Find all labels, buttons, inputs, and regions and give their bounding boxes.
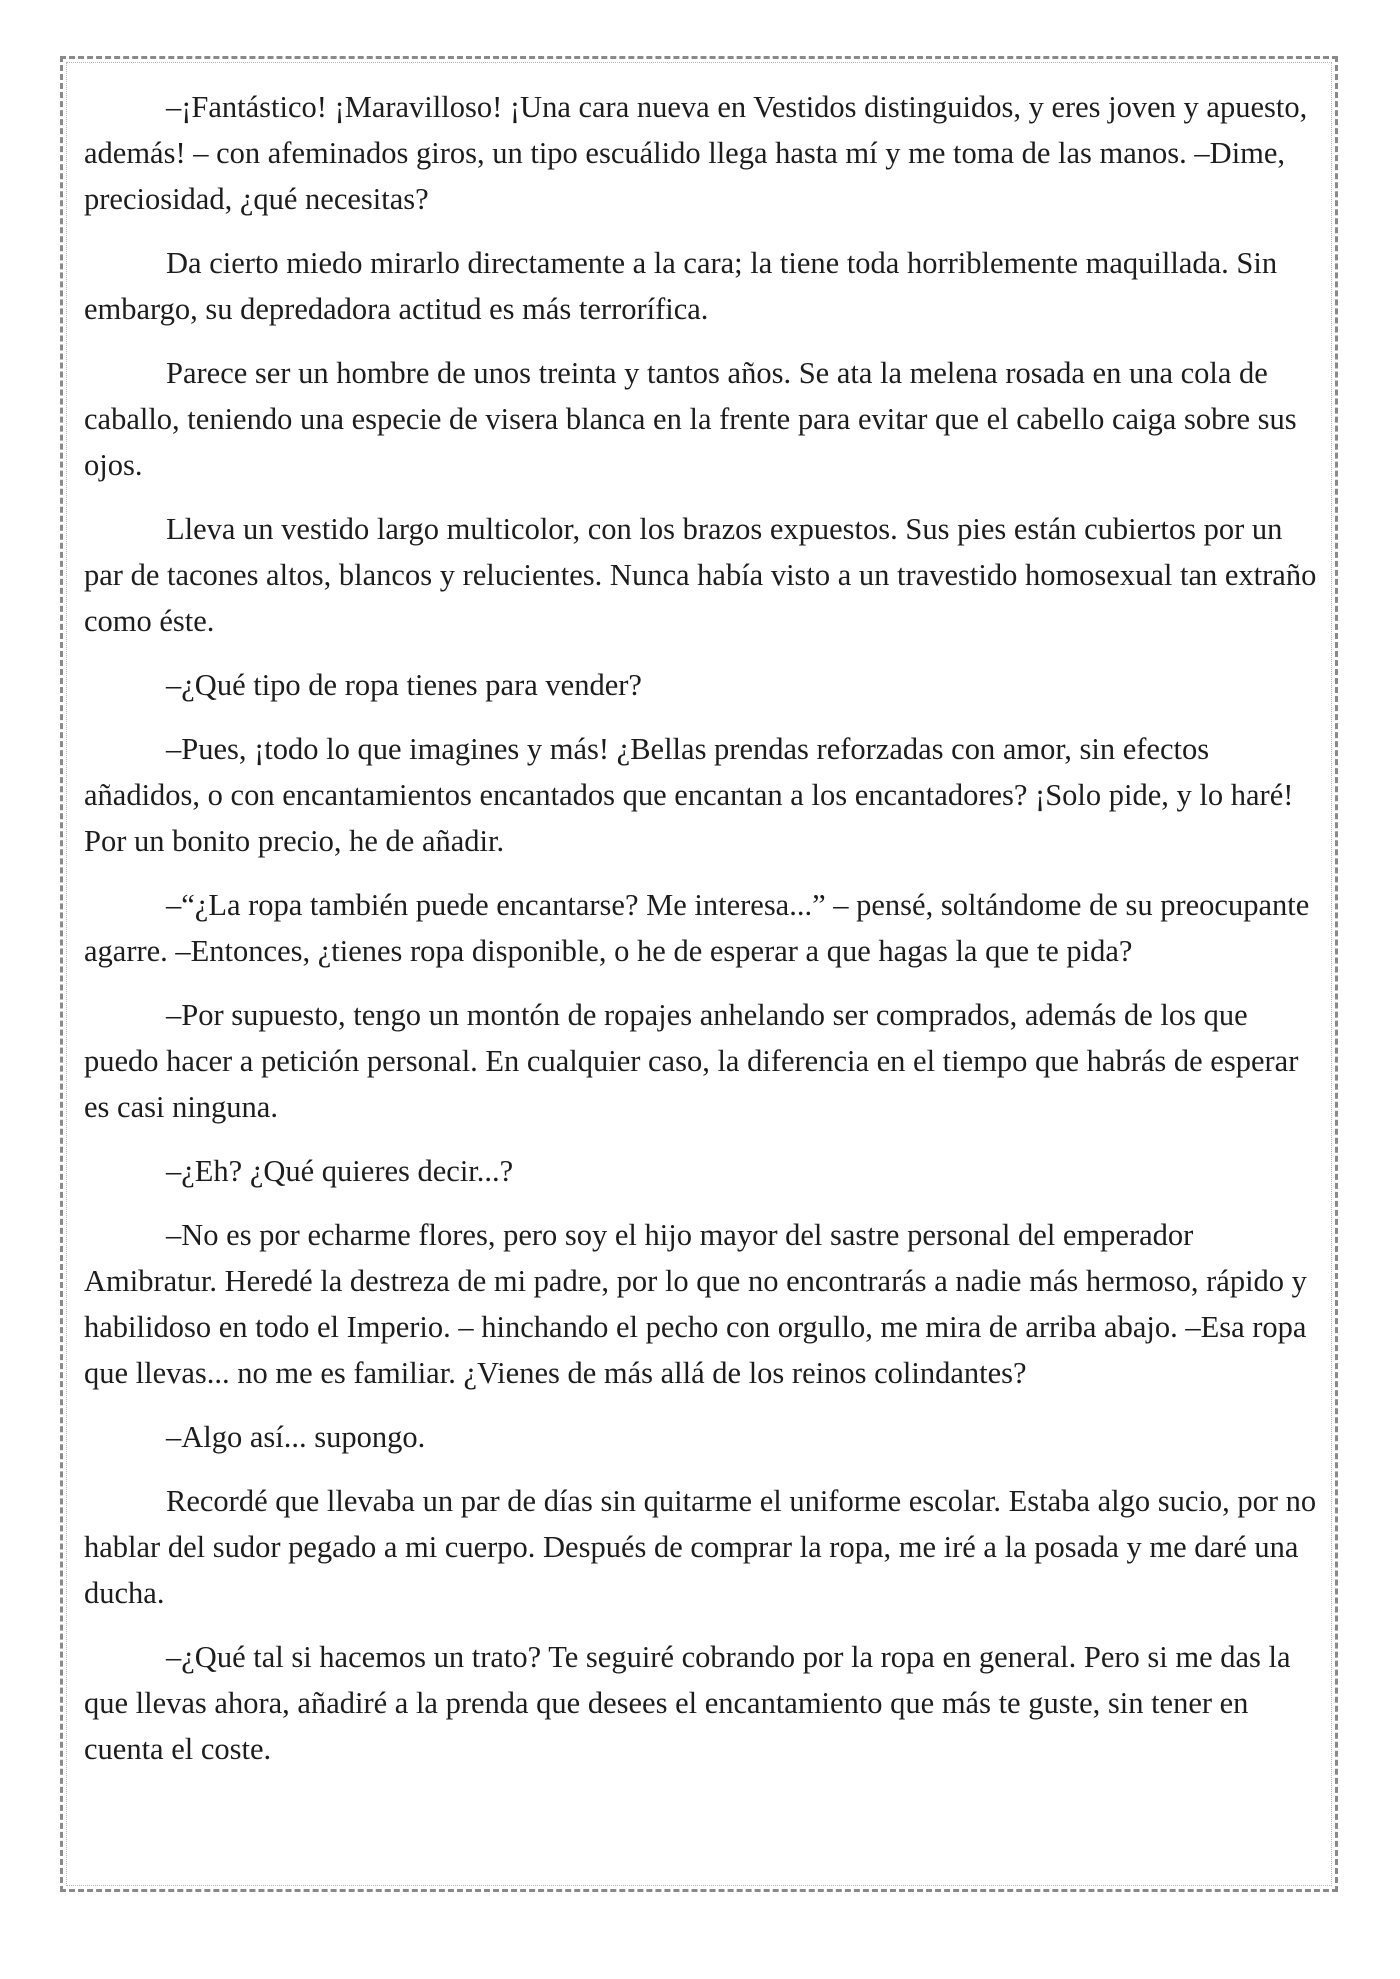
paragraph: Recordé que llevaba un par de días sin quitarme el uniforme escolar. Estaba algo sucio, por no hablar del sudor pegado a mi cuerpo. Después de comprar la ropa, me iré a la posada y me daré una ducha. [84, 1484, 1317, 1610]
paragraph: –No es por echarme flores, pero soy el hijo mayor del sastre personal del emperador Amibratur. Heredé la destreza de mi padre, por lo que no encontrarás a nadie más hermoso, rápido y habilidoso en todo el Imperio. – hinchando el pecho con orgullo, me mira de arriba abajo. –Esa ropa que llevas... no me es familiar. ¿Vienes de más allá de los reinos colindantes? [84, 1218, 1307, 1390]
paragraph: –¡Fantástico! ¡Maravilloso! ¡Una cara nueva en Vestidos distinguidos, y eres joven y apuesto, además! – con afeminados giros, un tipo escuálido llega hasta mí y me toma de las manos. –Dime, preciosidad, ¿qué necesitas? [84, 90, 1308, 216]
paragraph: –Por supuesto, tengo un montón de ropajes anhelando ser comprados, además de los que puedo hacer a petición personal. En cualquier caso, la diferencia en el tiempo que habrás de esperar es casi ninguna. [84, 998, 1299, 1124]
paragraph: –¿Qué tipo de ropa tienes para vender? [166, 668, 642, 702]
paragraph: –¿Qué tal si hacemos un trato? Te seguiré cobrando por la ropa en general. Pero si me das la que llevas ahora, añadiré a la prenda que desees el encantamiento que más te guste, sin tener en cuenta el coste. [84, 1640, 1291, 1766]
paragraph: –Pues, ¡todo lo que imagines y más! ¿Bellas prendas reforzadas con amor, sin efectos añadidos, o con encantamientos encantados que encantan a los encantadores? ¡Solo pide, y lo haré! Por un bonito precio, he de añadir. [84, 732, 1294, 858]
paragraph: Da cierto miedo mirarlo directamente a la cara; la tiene toda horriblemente maquillada. Sin embargo, su depredadora actitud es más terrorífica. [84, 246, 1278, 326]
paragraph: Lleva un vestido largo multicolor, con los brazos expuestos. Sus pies están cubiertos por un par de tacones altos, blancos y relucientes. Nunca había visto a un travestido homosexual tan extraño como éste. [84, 512, 1317, 638]
document-body [84, 84, 1320, 1790]
paragraph: –Algo así... supongo. [166, 1420, 426, 1454]
paragraph: –¿Eh? ¿Qué quieres decir...? [166, 1154, 514, 1188]
paragraph: –“¿La ropa también puede encantarse? Me interesa...” – pensé, soltándome de su preocupante agarre. –Entonces, ¿tienes ropa disponible, o he de esperar a que hagas la que te pida? [84, 888, 1310, 968]
paragraph: Parece ser un hombre de unos treinta y tantos años. Se ata la melena rosada en una cola de caballo, teniendo una especie de visera blanca en la frente para evitar que el cabello caiga sobre sus ojos. [84, 356, 1297, 482]
